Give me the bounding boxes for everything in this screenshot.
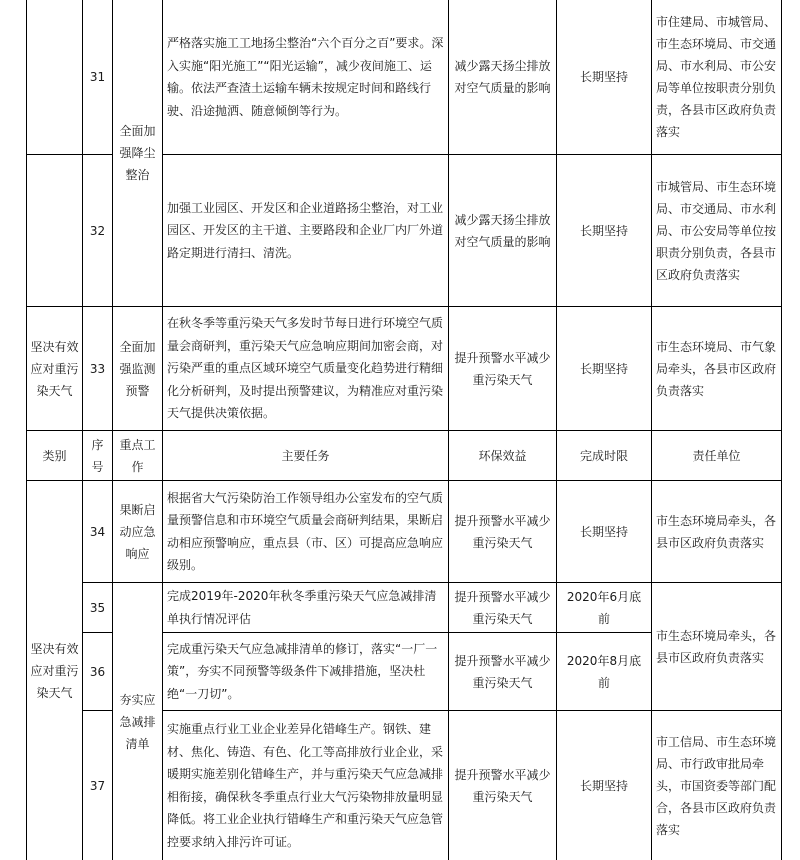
seq-cell: 36 [83,633,113,711]
seq-cell: 33 [83,307,113,431]
effect-cell: 提升预警水平减少重污染天气 [449,633,557,711]
category-cell-top [27,0,83,155]
seq-cell: 34 [83,481,113,583]
effect-cell: 提升预警水平减少重污染天气 [449,711,557,860]
unit-cell-merged: 市生态环境局牵头，各县市区政府负责落实 [652,583,782,711]
table-row [27,583,782,633]
task-cell: 完成2019年-2020年秋冬季重污染天气应急减排清单执行情况评估 [163,583,449,633]
task-cell: 根据省大气污染防治工作领导组办公室发布的空气质量预警信息和市环境空气质量会商研判结果，果断启动相应预警响应，重点县（市、区）可提高应急响应级别。 [163,481,449,583]
seq-cell: 32 [83,155,113,307]
task-cell: 严格落实施工工地扬尘整治“六个百分之百”要求。深入实施“阳光施工”“阳光运输”，减少夜间施工、运输。依法严查渣土运输车辆未按规定时间和路线行驶、沿途抛洒、随意倾倒等行为。 [163,0,449,155]
deadline-cell: 长期坚持 [557,481,652,583]
table-row [27,481,782,583]
category-cell: 坚决有效应对重污染天气 [27,307,83,431]
task-cell: 加强工业园区、开发区和企业道路扬尘整治，对工业园区、开发区的主干道、主要路段和企业厂内厂外道路定期进行清扫、清洗。 [163,155,449,307]
table-row [27,307,782,431]
effect-cell: 提升预警水平减少重污染天气 [449,307,557,431]
task-cell: 在秋冬季等重污染天气多发时节每日进行环境空气质量会商研判，重污染天气应急响应期间加密会商，对污染严重的重点区域环境空气质量变化趋势进行精细化分析研判，及时提出预警建议，为精准应对重污染天气提供决策依据。 [163,307,449,431]
deadline-cell: 2020年6月底前 [557,583,652,633]
header-deadline: 完成时限 [557,431,652,481]
focus-cell-emergency-start: 果断启动应急响应 [113,481,163,583]
header-effect: 环保效益 [449,431,557,481]
seq-cell: 31 [83,0,113,155]
header-focus: 重点工作 [113,431,163,481]
effect-cell: 减少露天扬尘排放对空气质量的影响 [449,0,557,155]
effect-cell: 提升预警水平减少重污染天气 [449,583,557,633]
deadline-cell: 2020年8月底前 [557,633,652,711]
header-seq: 序号 [83,431,113,481]
header-task: 主要任务 [163,431,449,481]
effect-cell: 减少露天扬尘排放对空气质量的影响 [449,155,557,307]
table-header-row [27,431,782,481]
focus-cell-dust: 全面加强降尘整治 [113,0,163,307]
category-cell-top-cont [27,155,83,307]
unit-cell: 市生态环境局牵头，各县市区政府负责落实 [652,481,782,583]
unit-cell: 市工信局、市生态环境局、市行政审批局牵头，市国资委等部门配合，各县市区政府负责落实 [652,711,782,860]
focus-cell-monitoring: 全面加强监测预警 [113,307,163,431]
table-row [27,0,782,155]
header-unit: 责任单位 [652,431,782,481]
unit-cell: 市城管局、市生态环境局、市交通局、市水利局、市公安局等单位按职责分别负责，各县市区政府负责落实 [652,155,782,307]
category-cell: 坚决有效应对重污染天气 [27,481,83,860]
header-category: 类别 [27,431,83,481]
task-cell: 完成重污染天气应急减排清单的修订，落实“一厂一策”，夯实不同预警等级条件下减排措施，坚决杜绝“一刀切”。 [163,633,449,711]
deadline-cell: 长期坚持 [557,711,652,860]
unit-cell: 市生态环境局、市气象局牵头，各县市区政府负责落实 [652,307,782,431]
deadline-cell: 长期坚持 [557,307,652,431]
focus-cell-emission-cut: 夯实应急减排清单 [113,583,163,860]
task-cell: 实施重点行业工业企业差异化错峰生产。钢铁、建材、焦化、铸造、有色、化工等高排放行业企业，采暖期实施差别化错峰生产，并与重污染天气应急减排相衔接，确保秋冬季重点行业大气污染物排放量明显降低。将工业企业执行错峰生产和重污染天气应急管控要求纳入排污许可证。 [163,711,449,860]
seq-cell: 35 [83,583,113,633]
seq-cell: 37 [83,711,113,860]
deadline-cell: 长期坚持 [557,155,652,307]
deadline-cell: 长期坚持 [557,0,652,155]
task-table [26,0,782,860]
effect-cell: 提升预警水平减少重污染天气 [449,481,557,583]
unit-cell: 市住建局、市城管局、市生态环境局、市交通局、市水利局、市公安局等单位按职责分别负责，各县市区政府负责落实 [652,0,782,155]
